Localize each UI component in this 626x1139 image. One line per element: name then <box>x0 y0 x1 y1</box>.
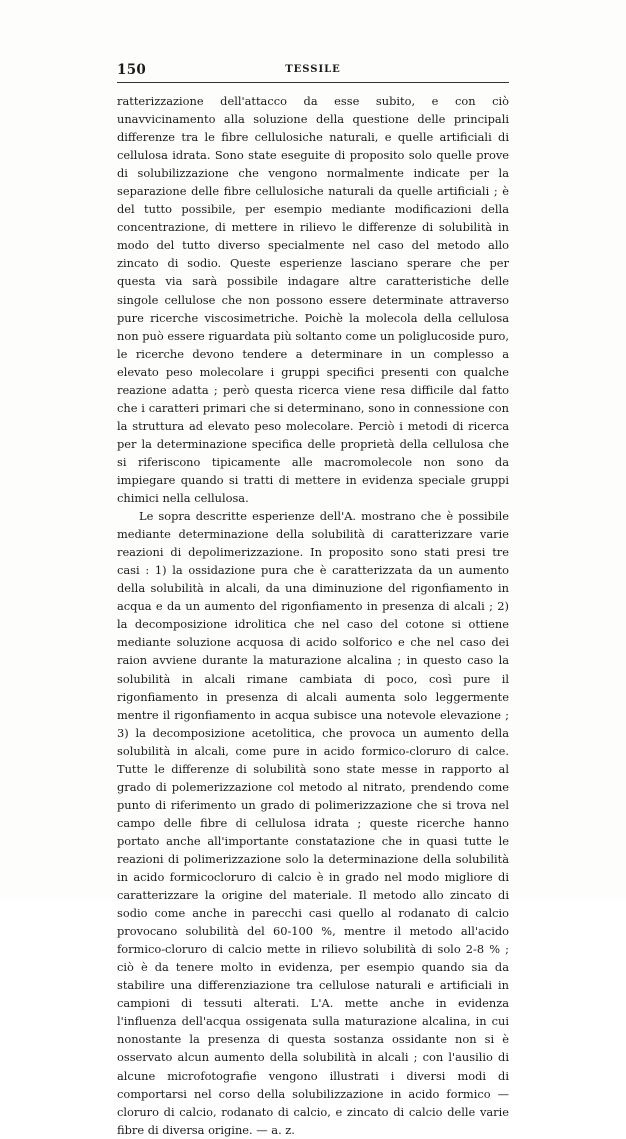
body-text <box>117 92 509 1139</box>
running-head: TESSILE <box>285 64 341 75</box>
page-header <box>117 62 509 84</box>
page-number: 150 <box>117 62 147 78</box>
header-rule <box>117 82 509 83</box>
paragraph-1: ratterizzazione dell'attacco da esse subito, e con ciò unavvicinamento alla soluzione della questione delle principali differenze tra le fibre cellulosiche naturali, e quelle artificiali di cellulosa idrata. Sono state eseguite di proposito solo quelle prove di solubilizzazione che vengono normalmente indicate per la separazione delle fibre cellulosiche naturali da quelle artificiali ; è del tutto possibile, per esempio mediante modificazioni della concentrazione, di mettere in rilievo le differenze di solubilità in modo del tutto diverso specialmente nel caso del metodo allo zincato di sodio. Queste esperienze lasciano sperare che per questa via sarà possibile indagare altre caratteristiche delle singole cellulose che non possono essere determinate attraverso pure ricerche viscosimetriche. Poichè la molecola della cellulosa non può essere riguardata più soltanto come un poliglucoside puro, le ricerche devono tendere a determinare in un complesso a elevato peso molecolare i gruppi specifici presenti con qualche reazione adatta ; però questa ricerca viene resa difficile dal fatto che i caratteri primari che si determinano, sono in connessione con la struttura ad elevato peso molecolare. Perciò i metodi di ricerca per la determinazione specifica delle proprietà della cellulosa che si riferiscono tipicamente alle macromolecole non sono da impiegare quando si tratti di mettere in evidenza speciale gruppi chimici nella cellulosa. <box>117 94 509 506</box>
paragraph-2: Le sopra descritte esperienze dell'A. mostrano che è possibile mediante determinazione della solubilità di caratterizzare varie reazioni di depolimerizzazione. In proposito sono stati presi tre casi : 1) la ossidazione pura che è caratterizzata da un aumento della solubilità in alcali, da una diminuzione del rigonfiamento in acqua e da un aumento del rigonfiamento in presenza di alcali ; 2) la decomposizione idrolitica che nel caso del cotone si ottiene mediante soluzione acquosa di acido solforico e che nel caso dei raion avviene durante la maturazione alcalina ; in questo caso la solubilità in alcali rimane cambiata di poco, così pure il rigonfiamento in presenza di alcali aumenta solo leggermente mentre il rigonfiamento in acqua subisce una notevole elevazione ; 3) la decomposizione acetolitica, che provoca un aumento della solubilità in alcali, come pure in acido formico-cloruro di calce. Tutte le differenze di solubilità sono state messe in rapporto al grado di polemerizzazione col metodo al nitrato, prendendo come punto di riferimento un grado di polimerizzazione che si trova nel campo delle fibre di cellulosa idrata ; queste ricerche hanno portato anche all'importante constatazione che in quasi tutte le reazioni di polimerizzazione solo la determinazione della solubilità in acido formicocloruro di calcio è in grado nel modo migliore di caratterizzare la origine del materiale. Il metodo allo zincato di sodio come anche in parecchi casi quello al rodanato di calcio provocano solubilità del 60-100 %, mentre il metodo all'acido formico-cloruro di calcio mette in rilievo solubilità di solo 2-8 % ; ciò è da tenere molto in evidenza, per esempio quando sia da stabilire una differenziazione tra cellulose naturali e artificiali in campioni di tessuti alterati. L'A. mette anche in evidenza l'influenza dell'acqua ossigenata sulla maturazione alcalina, in cui nonostante la presenza di questa sostanza ossidante non si è osservato alcun aumento della solubilità in alcali ; con l'ausilio di alcune microfotografie vengono illustrati i diversi modi di comportarsi nel corso della solubilizzazione in acido formico — cloruro di calcio, rodanato di calcio, e zincato di calcio delle varie fibre di diversa origine. — a. z. <box>117 509 509 1137</box>
